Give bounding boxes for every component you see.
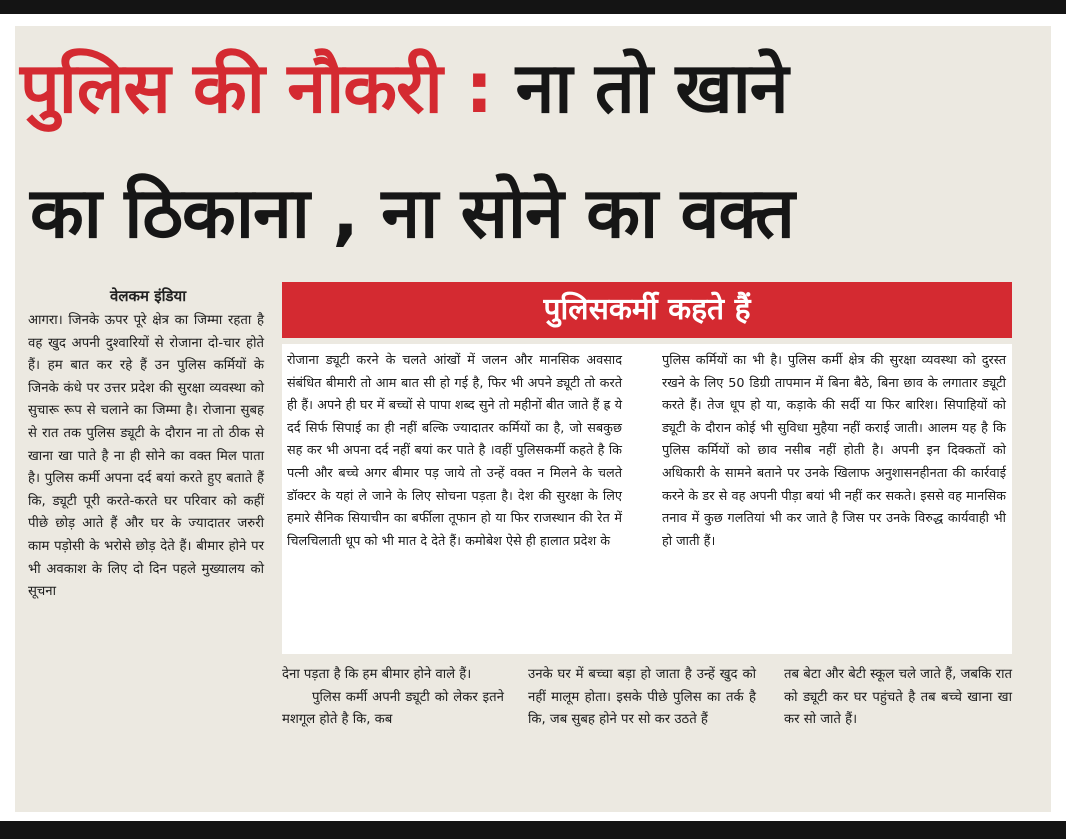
byline: वेलकम इंडिया — [110, 287, 187, 305]
headline-red-part: पुलिस की नौकरी — [20, 47, 442, 129]
quote-box-right-column: पुलिस कर्मियों का भी है। पुलिस कर्मी क्षेत्र की सुरक्षा व्यवस्था को दुरस्त रखने के लिए 50 डिग्री तापमान में बिना बैठे, बिना छाव के लगातार ड्यूटी करते हैं। तेज धूप हो या, कड़ाके की सर्दी या फिर बारिश। सिपाहियों को ड्यूटी के दौरान कोई भी सुविधा मुहैया नहीं कराई जाती। आलम यह है कि पुलिस कर्मियों को छाव नसीब नहीं होती है। अपनी इन दिक्कतों को अधिकारी के सामने बताने पर उनके खिलाफ अनुशासनहीनता की कार्रवाई करने के डर से वह अपनी पीड़ा बयां भी नहीं कर सकते। इससे वह मानसिक तनाव में कुछ गलतियां भी कर जाते है जिस पर उनके विरुद्ध कार्यवाही भी हो जाती हैं। — [662, 353, 1006, 549]
headline-line-2: का ठिकाना , ना सोने का वक्त — [30, 172, 794, 254]
article-column-4: तब बेटा और बेटी स्कूल चले जाते हैं, जबकि रात को ड्यूटी कर घर पहुंचते है तब बच्चे खाना खा कर सो जाते हैं। — [784, 667, 1012, 728]
quote-box — [282, 344, 1012, 654]
quote-box-left-column: रोजाना ड्यूटी करने के चलते आंखों में जलन और मानसिक अवसाद संबंधित बीमारी तो आम बात सी हो गई है, फिर भी अपने ड्यूटी तो करते ही हैं। अपने ही घर में बच्चों से पापा शब्द सुने तो महीनों बीत जाते हैं ह्र ये दर्द सिर्फ सिपाई का ही नहीं बल्कि ज्यादातर कर्मियों का है, जो सबकुछ सह कर भी अपना दर्द नहीं बयां कर पाते है ।वहीं पुलिसकर्मी कहते है कि पत्नी और बच्चे अगर बीमार पड़ जाये तो उन्हें वक्त न मिलने के चलते डॉक्टर के यहां ले जाने के लिए सोचना पड़ता है। देश की सुरक्षा के लिए हमारे सैनिक सियाचीन का बर्फीला तूफान हो या फिर राजस्थान की रेत में चिलचिलाती धूप को भी मात दे देते हैं। कमोबेश ऐसे ही हालात प्रदेश के — [287, 353, 622, 549]
article-column-3: उनके घर में बच्चा बड़ा हो जाता है उन्हें खुद को नहीं मालूम होता। इसके पीछे पुलिस का तर्क है कि, जब सुबह होने पर सो कर उठते हैं — [528, 667, 756, 728]
quote-banner: पुलिसकर्मी कहते हैं — [282, 282, 1012, 338]
headline-separator: : — [465, 47, 493, 129]
headline-line-1 — [20, 48, 1020, 128]
article-column-2-para-2 — [282, 687, 504, 732]
article-column-2 — [282, 664, 504, 732]
headline-line1-rest: ना तो खाने — [515, 47, 788, 129]
top-border — [0, 0, 1066, 14]
article-column-2-para-2-text: पुलिस कर्मी अपनी ड्यूटी को लेकर इतने मशगूल होते है कि, कब — [282, 689, 504, 728]
article-column-1: आगरा। जिनके ऊपर पूरे क्षेत्र का जिम्मा रहता है वह खुद अपनी दुश्वारियों से रोजाना दो-चार होते हैं। हम बात कर रहे हैं उन पुलिस कर्मियों के जिनके कंधे पर उत्तर प्रदेश की सुरक्षा व्यवस्था को सुचारू रूप से चलाने का जिम्मा है। रोजाना सुबह से रात तक पुलिस ड्यूटी के दौरान ना तो ठीक से खाना खा पाते है ना ही सोने का वक्त मिल पाता है। पुलिस कर्मी अपना दर्द बयां करते हुए बताते हैं कि, ड्यूटी पूरी करते-करते घर परिवार को कहीं पीछे छोड़ आते हैं और घर के ज्यादातर जरुरी काम पड़ोसी के भरोसे छोड़ देते हैं। बीमार होने पर भी अवकाश के लिए दो दिन पहले मुख्यालय को सूचना — [28, 313, 264, 600]
article-column-2-para-1: देना पड़ता है कि हम बीमार होने वाले हैं। — [282, 667, 472, 682]
bottom-border — [0, 821, 1066, 839]
